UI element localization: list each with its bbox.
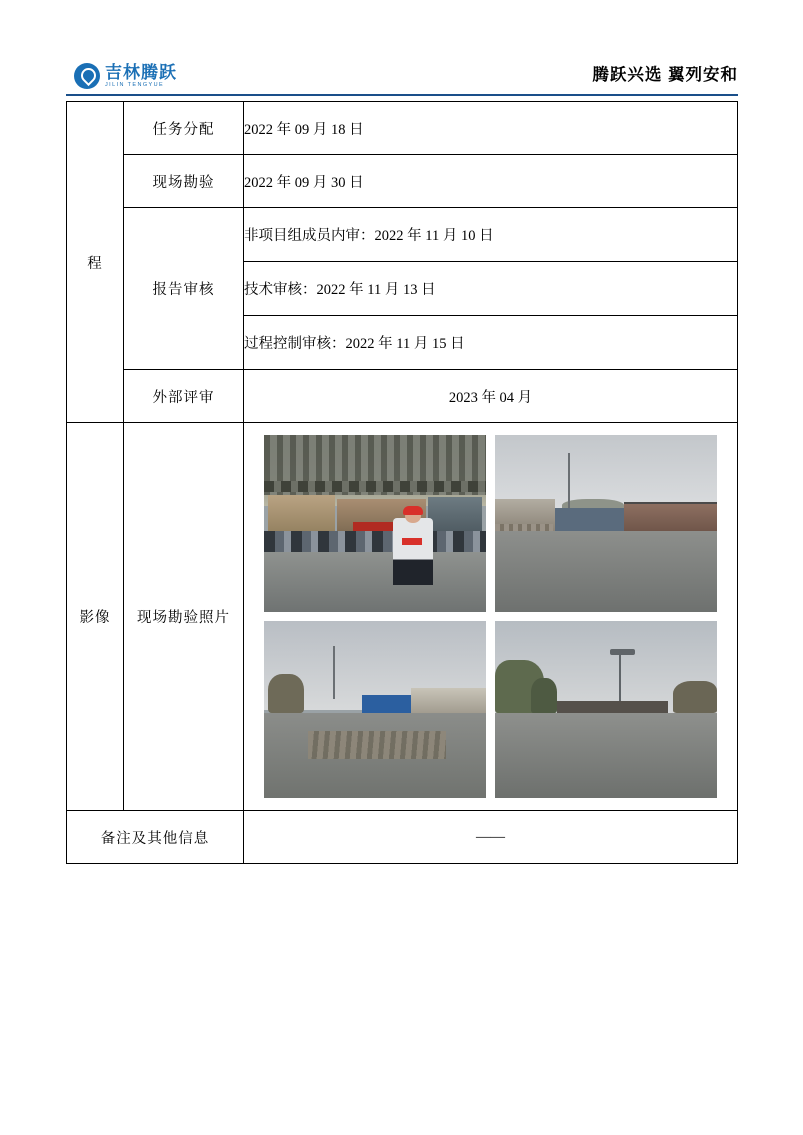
table-row: [67, 155, 738, 208]
table-row: [67, 208, 738, 262]
company-logo: [74, 63, 177, 89]
row-label-remarks: 备注及其他信息: [67, 811, 244, 864]
covered-parking-lot-with-worker-photo: [264, 435, 486, 612]
row-label-report-review: 报告审核: [124, 208, 244, 370]
table-row: [67, 102, 738, 155]
review-item-process-control: 过程控制审核：2022 年 11 月 15 日: [244, 316, 738, 370]
row-label-external-review: 外部评审: [124, 370, 244, 423]
row-label-site-photos: 现场勘验照片: [124, 423, 244, 811]
logo-text-block: [105, 64, 177, 89]
row-label-task-assignment: 任务分配: [124, 102, 244, 155]
row-value-site-survey: 2022 年 09 月 30 日: [244, 155, 738, 208]
table-row-media: [67, 423, 738, 811]
yard-with-low-buildings-photo: [495, 435, 717, 612]
lot-with-trees-photo: [495, 621, 717, 798]
table-row: [67, 370, 738, 423]
logo-chinese-name: 吉林腾跃: [105, 62, 177, 82]
logo-english-name: JILIN TENGYUE: [105, 81, 165, 88]
site-photos-cell: [244, 423, 738, 811]
page-header: [66, 55, 738, 95]
section-label-media: 影像: [67, 423, 124, 811]
row-value-remarks: ——: [244, 811, 738, 864]
row-value-task-assignment: 2022 年 09 月 18 日: [244, 102, 738, 155]
open-gravel-lot-photo: [264, 621, 486, 798]
review-item-internal: 非项目组成员内审：2022 年 11 月 10 日: [244, 208, 738, 262]
table-row: [67, 811, 738, 864]
droplet-logo-icon: [74, 63, 100, 89]
header-divider: [66, 94, 738, 96]
header-slogan: 腾跃兴选 翼列安和: [592, 66, 738, 84]
row-value-external-review: 2023 年 04 月: [244, 370, 738, 423]
report-info-table: [66, 101, 738, 864]
row-label-site-survey: 现场勘验: [124, 155, 244, 208]
review-item-technical: 技术审核：2022 年 11 月 13 日: [244, 262, 738, 316]
section-label-process: 程: [67, 102, 124, 423]
photo-grid: [244, 429, 737, 804]
